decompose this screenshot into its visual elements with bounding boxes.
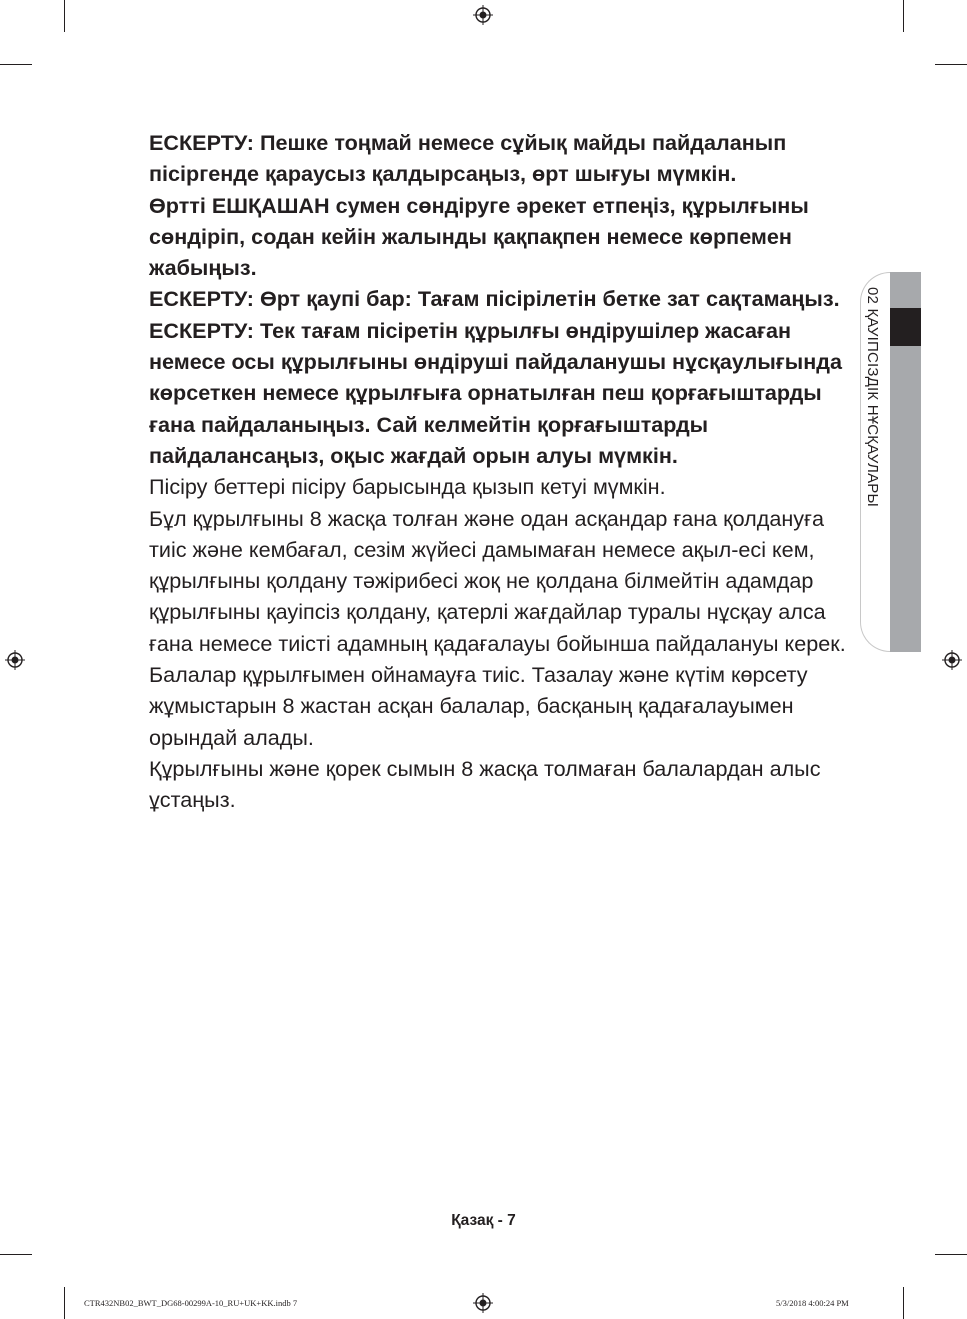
safety-text xyxy=(149,127,849,816)
crop-mark xyxy=(0,1254,32,1255)
body-paragraph: Балалар құрылғымен ойнамауға тиіс. Тазалау және күтім көрсету жұмыстарын 8 жастан асқан балалар, басқаның қадағалауымен орындай алады. xyxy=(149,662,808,750)
registration-mark-icon xyxy=(5,650,25,670)
crop-mark xyxy=(0,64,32,65)
crop-mark xyxy=(903,1287,904,1319)
body-paragraph: Бұл құрылғыны 8 жасқа толған және одан асқандар ғана қолдануға тиіс және кембағал, сезім жүйесі дамымаған немесе ақыл-есі кем, құрылғыны қолдану тәжірибесі жоқ не қолдана білмейтін адамдар құрылғыны қауіпсіз қолдану, қатерлі жағдайлар туралы нұсқау алса ғана немесе тиісті адамның қадағалауы бойынша пайдалануы керек. xyxy=(149,505,846,656)
body-paragraph: Пісіру беттері пісіру барысында қызып кетуі мүмкін. xyxy=(149,474,666,500)
crop-mark xyxy=(64,1287,65,1319)
print-slug-file: CTR432NB02_BWT_DG68-00299A-10_RU+UK+KK.indb 7 xyxy=(84,1298,298,1308)
print-slug-date: 5/3/2018 4:00:24 PM xyxy=(776,1298,849,1308)
crop-mark xyxy=(64,0,65,32)
crop-mark xyxy=(903,0,904,32)
section-tab-label: 02 ҚАУІПСІЗДІК НҰСҚАУЛАРЫ xyxy=(864,287,881,507)
warning-paragraph: ЕСКЕРТУ: Пешке тоңмай немесе сұйық майды пайдаланып пісіргенде қараусыз қалдырсаңыз, өрт шығуы мүмкін. xyxy=(149,130,787,187)
warning-paragraph: Өртті ЕШҚАШАН сумен сөндіруге әрекет етпеңіз, құрылғыны сөндіріп, содан кейін жалынды қақпақпен немесе көрпемен жабыңыз. xyxy=(149,192,809,281)
registration-mark-icon xyxy=(473,5,493,25)
registration-mark-icon xyxy=(473,1293,493,1313)
body-paragraph: Құрылғыны және қорек сымын 8 жасқа толмаған балалардан алыс ұстаңыз. xyxy=(149,755,821,813)
registration-mark-icon xyxy=(942,650,962,670)
section-tab-marker xyxy=(890,308,921,346)
crop-mark xyxy=(935,64,967,65)
page-number: Қазақ - 7 xyxy=(451,1212,516,1229)
warning-paragraph: ЕСКЕРТУ: Өрт қаупі бар: Тағам пісірілетін бетке зат сақтамаңыз. xyxy=(149,286,840,312)
crop-mark xyxy=(935,1254,967,1255)
warning-paragraph: ЕСКЕРТУ: Тек тағам пісіретін құрылғы өндірушілер жасаған немесе осы құрылғыны өндіруші пайдаланушы нұсқаулығында көрсеткен немесе құрылғыға орнатылған пеш қорғағыштарды ғана пайдаланыңыз. Сай келмейтін қорғағыштарды пайдалансаңыз, оқыс жағдай орын алуы мүмкін. xyxy=(149,317,842,468)
